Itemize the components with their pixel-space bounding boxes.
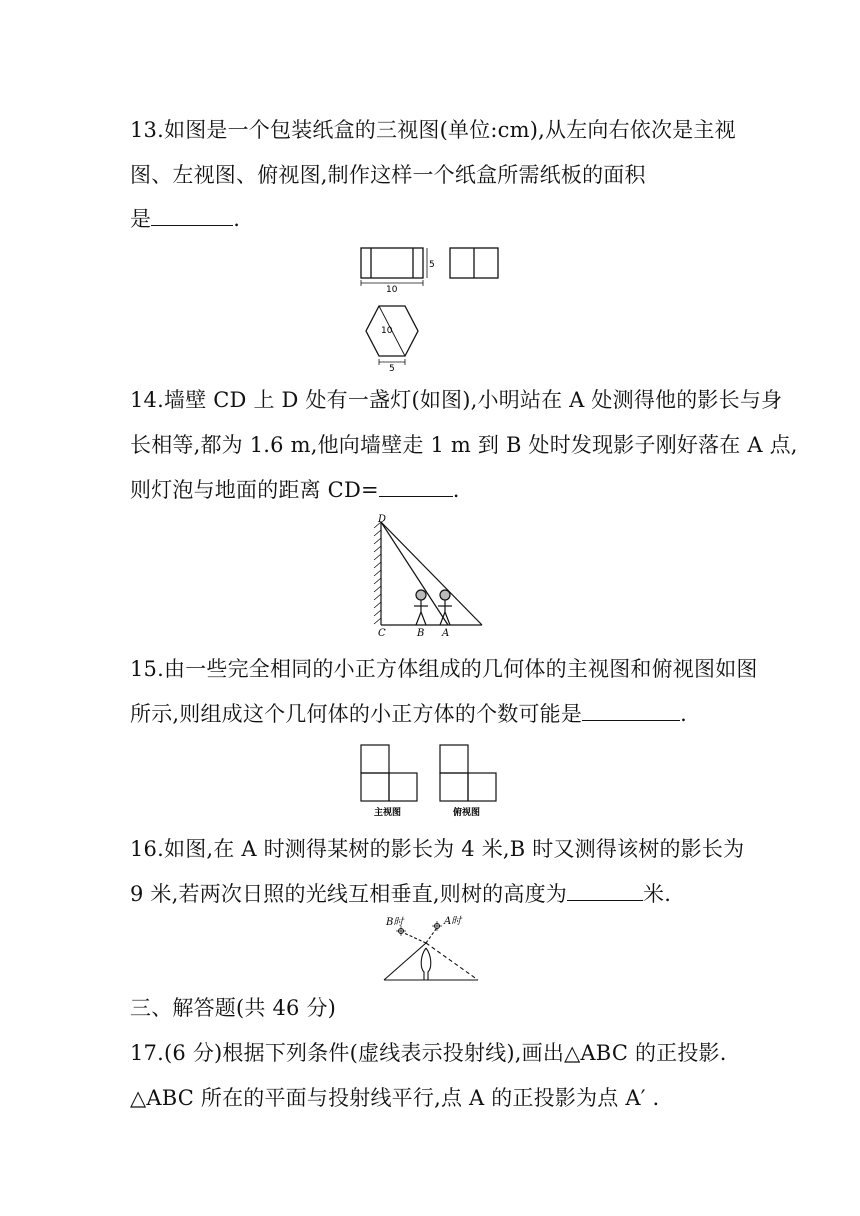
front-view-label: 主视图 xyxy=(374,808,402,818)
label-c: C xyxy=(378,628,386,639)
q13-dim-height: 5 xyxy=(429,260,435,270)
q13-answer-blank[interactable] xyxy=(151,205,233,226)
q13-dim-side: 5 xyxy=(389,364,395,374)
b-time-label: B时 xyxy=(386,917,404,928)
q14-line-3-end: . xyxy=(452,478,460,502)
q15-line-2 xyxy=(130,700,687,728)
q14-line-3-text: 则灯泡与地面的距离 CD= xyxy=(130,478,379,502)
q15-line-2-text: 所示,则组成这个几何体的小正方体的个数可能是 xyxy=(130,702,583,726)
q16-line-2-end: 米. xyxy=(643,882,672,906)
q14-answer-blank[interactable] xyxy=(379,476,453,497)
q16-line-1: 16.如图,在 A 时测得某树的影长为 4 米,B 时又测得该树的影长为 xyxy=(130,837,745,861)
person-at-a xyxy=(440,590,450,600)
label-a: A xyxy=(442,628,450,639)
label-b: B xyxy=(417,628,425,639)
q15-answer-blank[interactable] xyxy=(582,700,680,721)
q16-tree-figure xyxy=(380,912,490,987)
q14-line-3 xyxy=(130,476,460,504)
section-3-heading: 三、解答题(共 46 分) xyxy=(130,996,337,1020)
light-ray-2 xyxy=(381,522,448,625)
q14-line-2: 长相等,都为 1.6 m,他向墙壁走 1 m 到 B 处时发现影子刚好落在 A 点, xyxy=(130,433,798,457)
q15-views-figure xyxy=(358,742,508,822)
q13-line-3-text: 是 xyxy=(130,207,152,231)
q13-dim-diag: 10 xyxy=(381,326,393,336)
label-d: D xyxy=(378,514,387,525)
person-at-b xyxy=(416,590,426,600)
q17-line-1: 17.(6 分)根据下列条件(虚线表示投射线),画出△ABC 的正投影. xyxy=(130,1041,727,1065)
q14-lamp-figure xyxy=(370,512,490,642)
q16-line-2-text: 9 米,若两次日照的光线互相垂直,则树的高度为 xyxy=(130,882,567,906)
q13-three-view-figure xyxy=(355,238,525,373)
q16-line-2 xyxy=(130,880,671,908)
q13-line-3 xyxy=(130,205,240,233)
q15-line-2-end: . xyxy=(680,702,687,726)
q13-line-2: 图、左视图、俯视图,制作这样一个纸盒所需纸板的面积 xyxy=(130,163,646,187)
q13-line-3-end: . xyxy=(233,207,241,231)
q13-dim-width: 10 xyxy=(386,285,398,295)
q15-line-1: 15.由一些完全相同的小正方体组成的几何体的主视图和俯视图如图 xyxy=(130,657,758,681)
q14-line-1: 14.墙壁 CD 上 D 处有一盏灯(如图),小明站在 A 处测得他的影长与身 xyxy=(130,388,783,412)
a-time-label: A时 xyxy=(444,916,462,927)
front-view-rect xyxy=(361,248,423,278)
light-ray-1 xyxy=(381,522,482,625)
tree xyxy=(421,948,431,980)
q17-line-2: △ABC 所在的平面与投射线平行,点 A 的正投影为点 A′ . xyxy=(130,1086,660,1110)
q16-answer-blank[interactable] xyxy=(567,880,643,901)
q13-line-1: 13.如图是一个包装纸盒的三视图(单位:cm),从左向右依次是主视 xyxy=(130,118,736,142)
top-view-label: 俯视图 xyxy=(453,808,481,818)
